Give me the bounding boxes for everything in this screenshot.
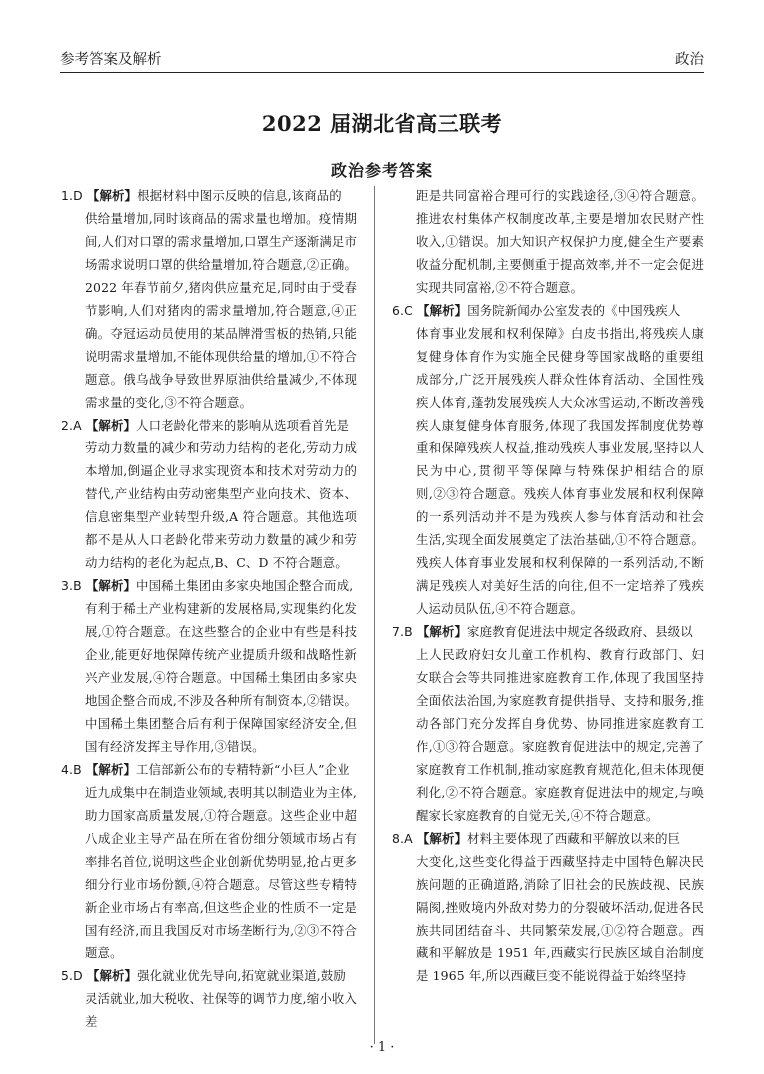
answer-choice: B <box>73 761 82 777</box>
analysis-lead: 强化就业优先导向,拓宽就业渠道,鼓励 <box>137 968 346 984</box>
document-title: 2022 届湖北省高三联考 <box>261 111 503 136</box>
answer-item-1 <box>61 185 357 415</box>
answer-item-7 <box>392 621 704 828</box>
column-divider <box>374 186 375 1044</box>
page-number: · 1 · <box>369 1040 395 1055</box>
analysis-lead: 国务院新闻办公室发表的《中国残疾人 <box>467 302 681 318</box>
analysis-body: 距是共同富裕合理可行的实践途径,③④符合题意。推进农村集体产权制度改革,主要是增加农民财产性收入,①错误。加大知识产权保护力度,健全生产要素收益分配机制,主要侧重于提高效率,并不一定会促进实现共同富裕,②不符合题意。 <box>416 188 704 295</box>
analysis-body: 有利于稀土产业构建新的发展格局,实现集约化发展,①符合题意。在这些整合的企业中有些是科技企业,能更好地保障传统产业提质升级和战略性新兴产业发展,④符合题意。中国稀土集团由多家央地国企整合而成,不涉及各种所有制资本,②错误。中国稀土集团整合后有利于保障国家经济安全,但国有经济发挥主导作用,③错误。 <box>85 601 357 754</box>
answer-item-6 <box>392 300 704 621</box>
question-number: 1. <box>61 188 74 203</box>
analysis-tag: 【解析】 <box>85 761 137 777</box>
analysis-body: 劳动力数量的减少和劳动力结构的老化,劳动力成本增加,倒逼企业寻求实现资本和技术对劳动力的替代,产业结构由劳动密集型产业向技术、资本、信息密集型产业转型升级,A 符合题意。其他选项都不是从人口老龄化带来劳动力数量的减少和劳动力结构的老化为起点,B、C、D 不符合题意。 <box>85 440 357 571</box>
analysis-lead: 根据材料中图示反映的信息,该商品的 <box>137 188 342 203</box>
analysis-tag: 【解析】 <box>416 624 468 640</box>
analysis-lead: 中国稀土集团由多家央地国企整合而成, <box>136 578 354 594</box>
header-rule <box>60 72 704 73</box>
answer-choice: A <box>73 417 82 433</box>
question-number: 2. <box>61 417 74 433</box>
analysis-lead: 家庭教育促进法中规定各级政府、县级以 <box>467 624 693 640</box>
analysis-body: 体育事业发展和权利保障》白皮书指出,将残疾人康复健身体育作为实施全民健身等国家战略的重要组成部分,广泛开展残疾人群众性体育活动、全国性残疾人体育,蓬勃发展残疾人大众冰雪运动,不断改善残疾人康复健身体育服务,体现了我国发挥制度优势尊重和保障残疾人权益,推动残疾人事业发展,坚持以人民为中心,贯彻平等保障与特殊保护相结合的原则,②③符合题意。残疾人体育事业发展和权利保障的一系列活动并不是为残疾人参与体育活动和社会生活,实现全面发展奠定了法治基础,①不符合题意。残疾人体育事业发展和权利保障的一系列活动,不断满足残疾人对美好生活的向往,但不一定培养了残疾人运动员队伍,④不符合题意。 <box>416 325 704 617</box>
answer-item-2 <box>61 415 357 576</box>
answer-choice: B <box>404 624 413 640</box>
analysis-body: 上人民政府妇女儿童工作机构、教育行政部门、妇女联合会等共同推进家庭教育工作,体现了我国坚持全面依法治国,为家庭教育提供指导、支持和服务,推动各部门充分发挥自身优势、协同推进家庭教育工作,①③符合题意。家庭教育促进法中的规定,完善了家庭教育工作机制,推动家庭教育规范化,但未体现便利化,②不符合题意。家庭教育促进法中的规定,与唤醒家长家庭教育的自觉无关,④不符合题意。 <box>416 647 704 823</box>
question-number: 4. <box>61 761 74 777</box>
analysis-tag: 【解析】 <box>86 188 138 203</box>
header-subject-label: 政治 <box>675 52 704 68</box>
answer-item-3 <box>61 575 357 759</box>
analysis-lead: 人口老龄化带来的影响从选项看首先是 <box>136 417 350 433</box>
answer-choice: D <box>73 188 83 203</box>
analysis-body: 大变化,这些变化得益于西藏坚持走中国特色解决民族问题的正确道路,消除了旧社会的民族歧视、民族隔阂,挫败境内外敌对势力的分裂破坏活动,促进各民族共同团结奋斗、共同繁荣发展,①②符合题意。西藏和平解放是 1951 年,西藏实行民族区域自治制度是 1965 年,所以西藏巨变不能说得益于始终坚持 <box>416 853 704 984</box>
analysis-tag: 【解析】 <box>85 578 137 594</box>
answer-choice: B <box>73 578 82 594</box>
answer-item-5 <box>61 965 357 1034</box>
answer-item-5-continued <box>392 185 704 300</box>
header-left-label: 参考答案及解析 <box>60 52 162 68</box>
analysis-tag: 【解析】 <box>86 968 138 984</box>
answer-item-4 <box>61 759 357 966</box>
document-subtitle: 政治参考答案 <box>330 161 433 180</box>
analysis-body: 供给量增加,同时该商品的需求量也增加。疫情期间,人们对口罩的需求量增加,口罩生产逐渐满足市场需求说明口罩的供给量增加,符合题意,②正确。2022 年春节前夕,猪肉供应量充足,同时由于受春节影响,人们对猪肉的需求量增加,符合题意,④正确。夺冠运动员使用的某品牌滑雪板的热销,只能说明需求量增加,不能体现供给量的增加,①不符合题意。俄乌战争导致世界原油供给量减少,不体现需求量的变化,③不符合题意。 <box>85 210 357 410</box>
analysis-lead: 材料主要体现了西藏和平解放以来的巨 <box>467 830 681 846</box>
analysis-lead: 工信部新公布的专精特新“小巨人”企业 <box>136 761 350 777</box>
analysis-tag: 【解析】 <box>85 417 137 433</box>
answer-choice: D <box>73 968 83 984</box>
page-header <box>60 44 704 70</box>
analysis-tag: 【解析】 <box>416 830 468 846</box>
answer-choice: C <box>404 302 413 318</box>
analysis-body: 灵活就业,加大税收、社保等的调节力度,缩小收入差 <box>85 991 357 1030</box>
question-number: 8. <box>392 830 405 846</box>
left-column <box>61 185 357 1034</box>
right-column <box>392 185 704 988</box>
analysis-tag: 【解析】 <box>417 302 468 318</box>
question-number: 7. <box>392 624 405 640</box>
question-number: 6. <box>392 302 405 318</box>
answer-choice: A <box>404 830 413 846</box>
question-number: 3. <box>61 578 74 594</box>
question-number: 5. <box>61 968 74 984</box>
answer-item-8 <box>392 828 704 989</box>
analysis-body: 近九成集中在制造业领域,表明其以制造业为主体,助力国家高质量发展,①符合题意。这些企业中超八成企业主导产品在所在省份细分领域市场占有率排名首位,说明这些企业创新优势明显,抢占更多细分行业市场份额,④符合题意。尽管这些专精特新企业市场占有率高,但这些企业的性质不一定是国有经济,而且我国反对市场垄断行为,②③不符合题意。 <box>85 784 357 961</box>
